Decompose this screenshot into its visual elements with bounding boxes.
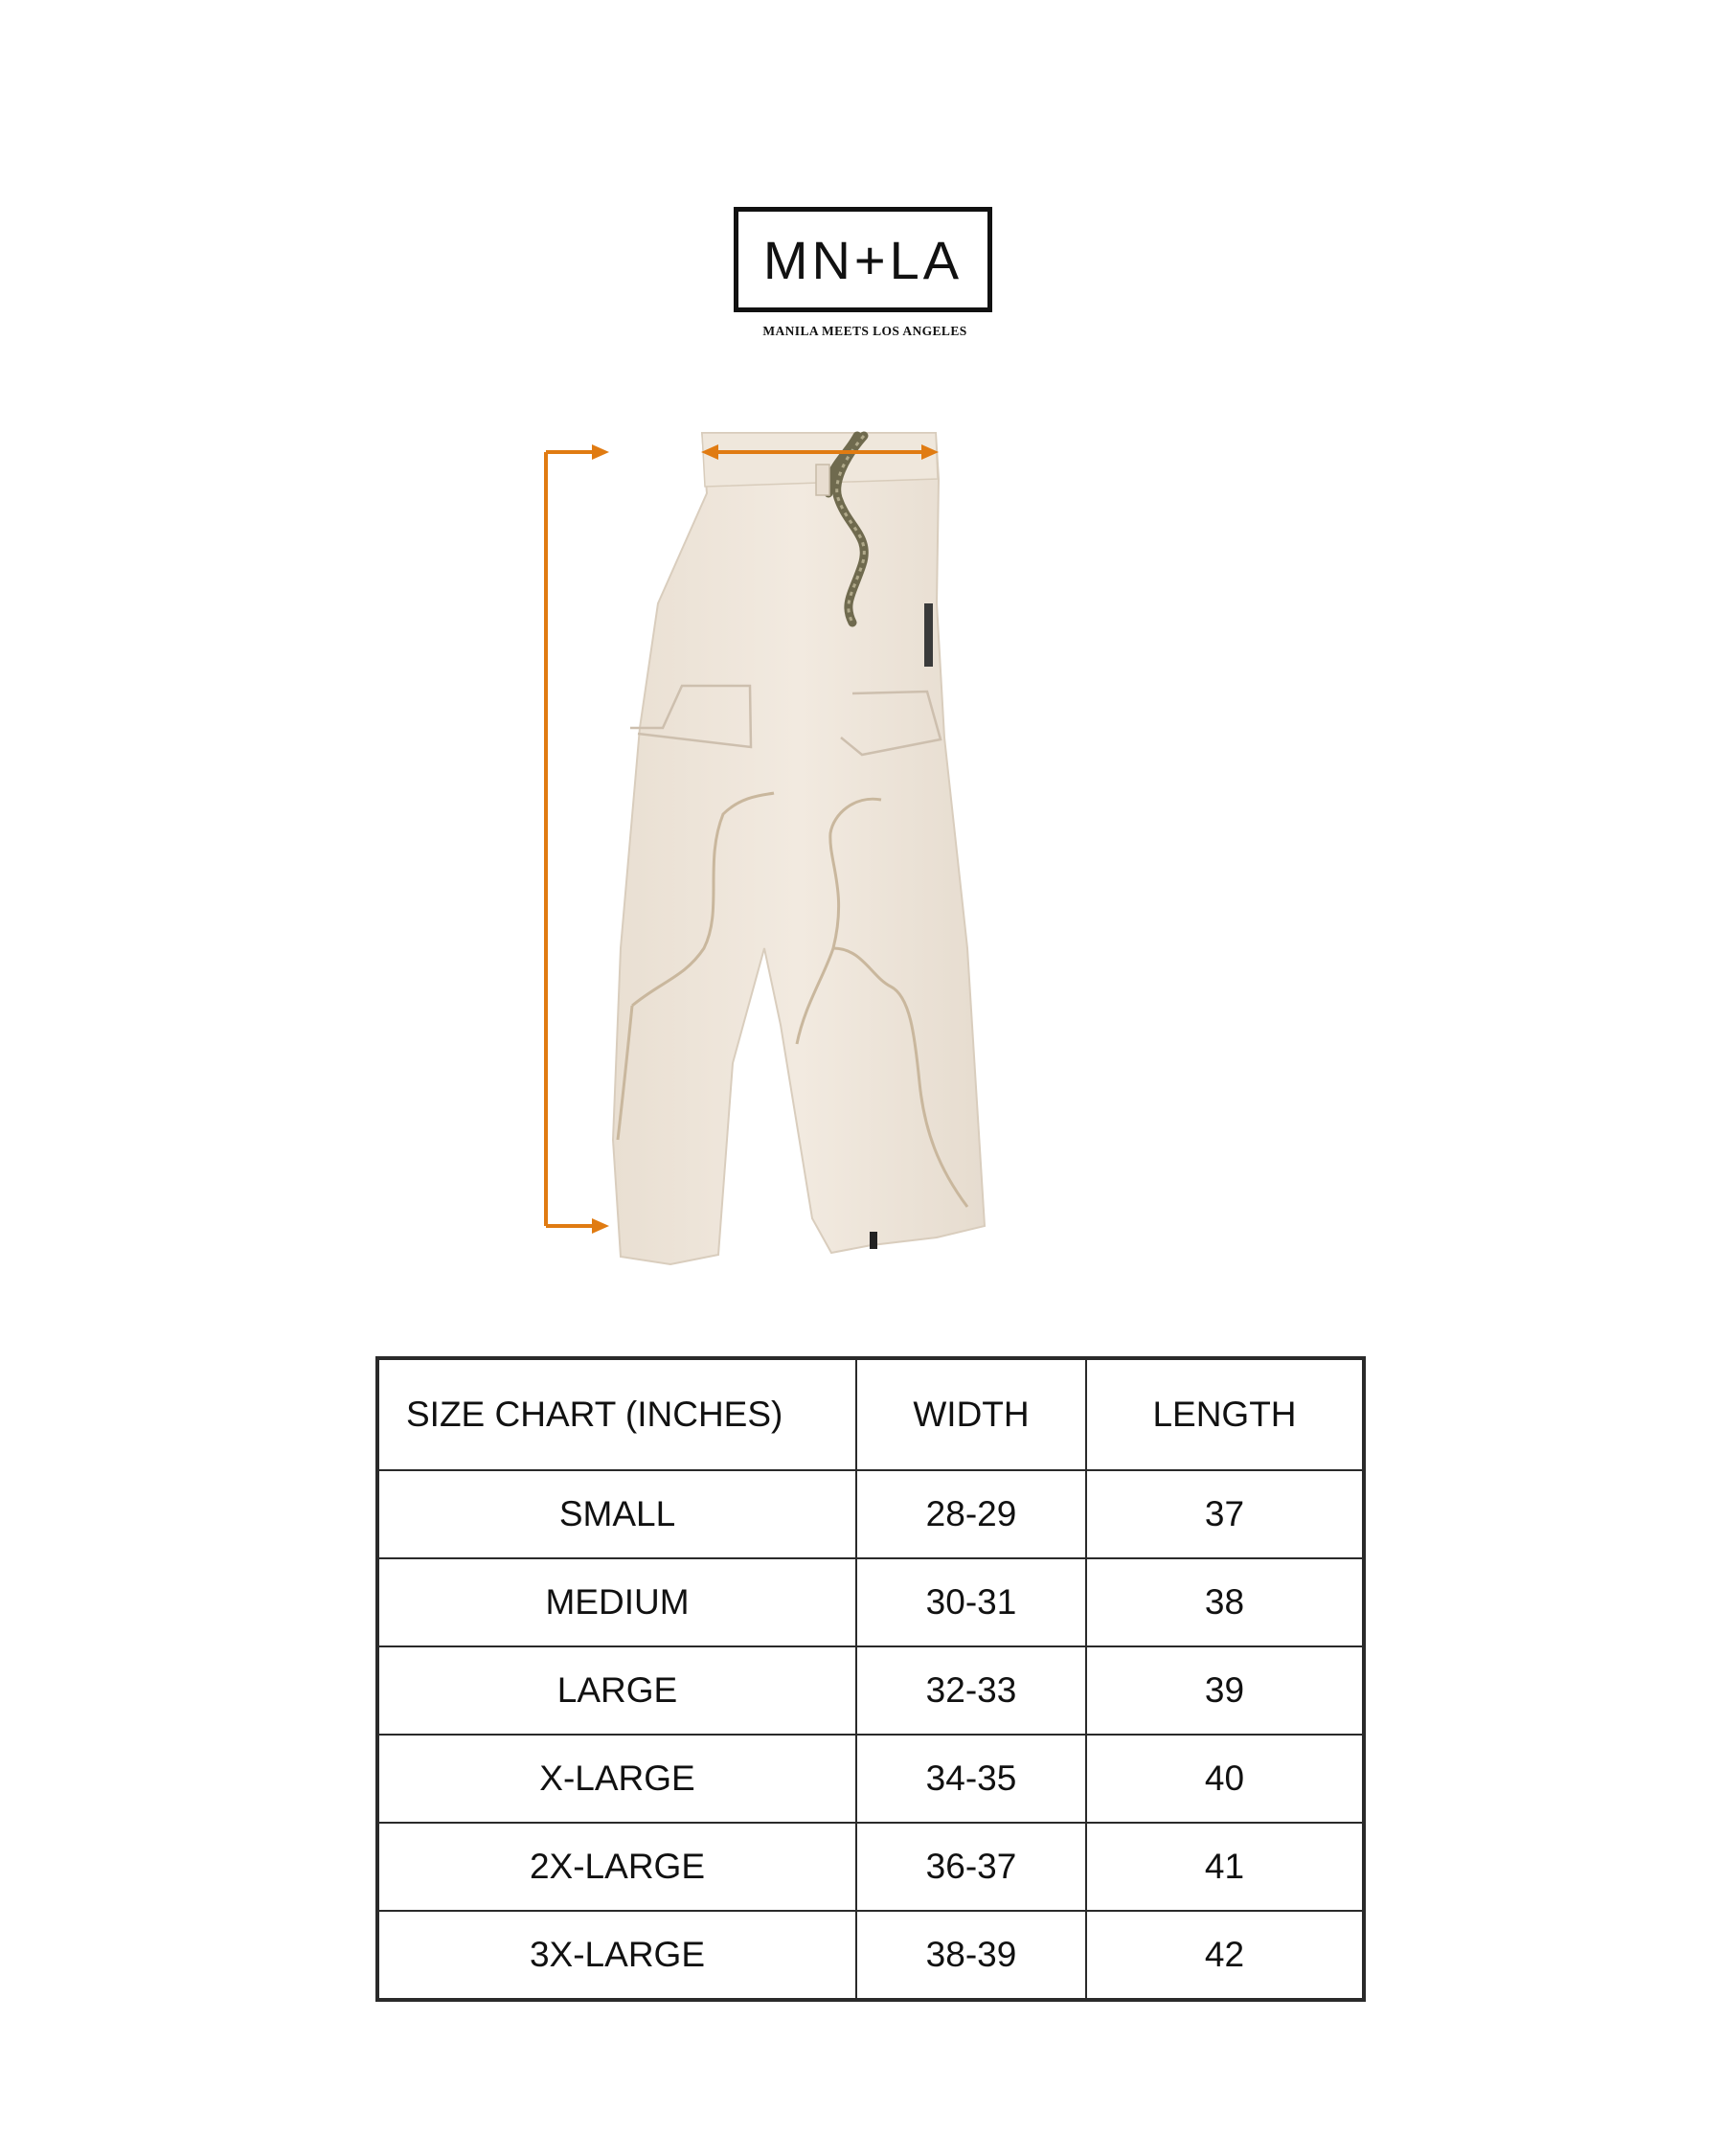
width-cell: 36-37 xyxy=(856,1823,1086,1911)
side-label xyxy=(924,603,933,667)
length-cell: 37 xyxy=(1086,1470,1364,1558)
belt-tab xyxy=(816,465,829,495)
length-cell: 38 xyxy=(1086,1558,1364,1646)
width-cell: 32-33 xyxy=(856,1646,1086,1735)
header-width: WIDTH xyxy=(856,1358,1086,1470)
size-cell: SMALL xyxy=(377,1470,856,1558)
header-length: LENGTH xyxy=(1086,1358,1364,1470)
size-cell: MEDIUM xyxy=(377,1558,856,1646)
table-header-row xyxy=(377,1358,1364,1470)
size-cell: LARGE xyxy=(377,1646,856,1735)
table-row xyxy=(377,1470,1364,1558)
width-cell: 38-39 xyxy=(856,1911,1086,2000)
size-chart-table xyxy=(375,1356,1366,2002)
length-cell: 39 xyxy=(1086,1646,1364,1735)
brand-logo xyxy=(734,207,992,312)
size-cell: 2X-LARGE xyxy=(377,1823,856,1911)
length-cell: 42 xyxy=(1086,1911,1364,2000)
size-cell: X-LARGE xyxy=(377,1735,856,1823)
table-row xyxy=(377,1823,1364,1911)
length-bracket xyxy=(546,444,609,1234)
logo-text: MN+LA xyxy=(762,229,964,290)
table-row xyxy=(377,1646,1364,1735)
width-cell: 30-31 xyxy=(856,1558,1086,1646)
hem-tag xyxy=(870,1232,877,1249)
width-cell: 28-29 xyxy=(856,1470,1086,1558)
header-size: SIZE CHART (INCHES) xyxy=(377,1358,856,1470)
table-row xyxy=(377,1911,1364,2000)
brand-tagline: MANILA MEETS LOS ANGELES xyxy=(762,324,967,338)
pants-body xyxy=(613,433,985,1264)
length-cell: 40 xyxy=(1086,1735,1364,1823)
table-row xyxy=(377,1558,1364,1646)
table-row xyxy=(377,1735,1364,1823)
size-cell: 3X-LARGE xyxy=(377,1911,856,2000)
pants-icon xyxy=(517,412,1207,1274)
width-cell: 34-35 xyxy=(856,1735,1086,1823)
length-cell: 41 xyxy=(1086,1823,1364,1911)
